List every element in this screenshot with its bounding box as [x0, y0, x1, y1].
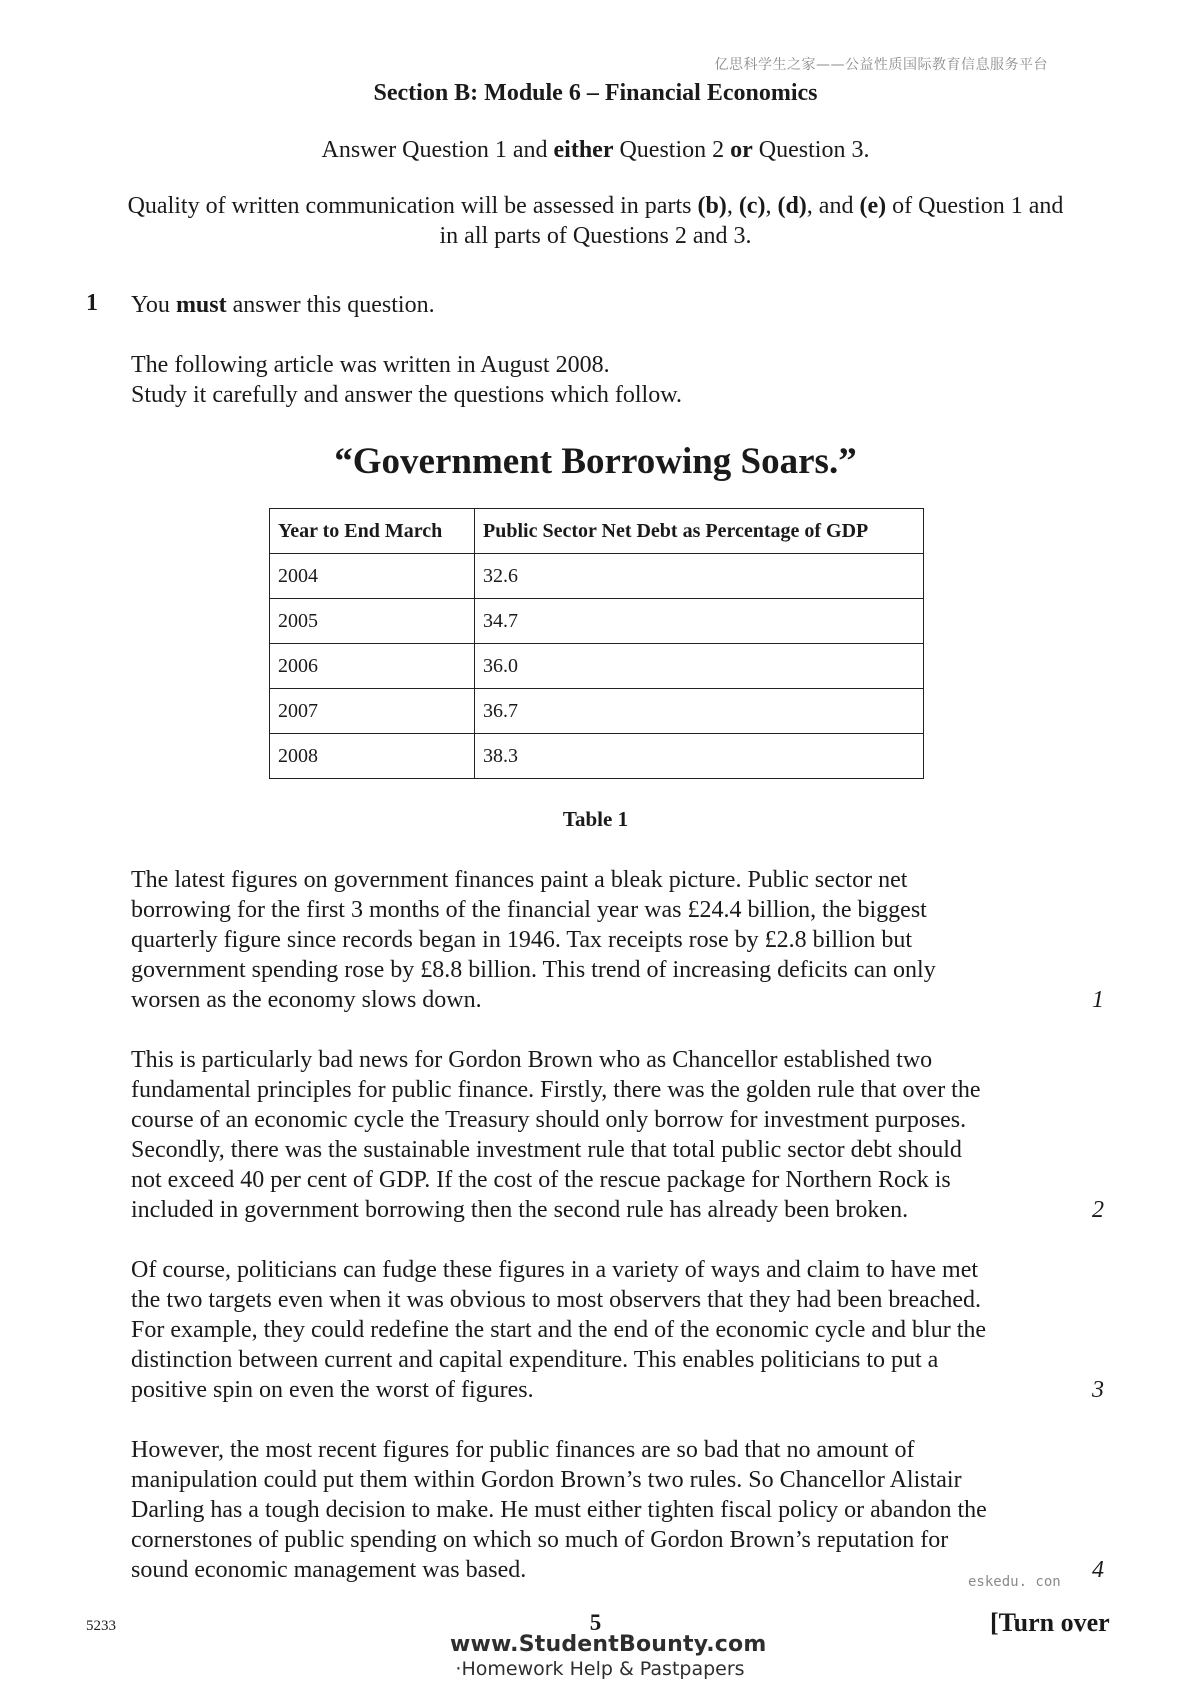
turn-over-label: [Turn over	[990, 1608, 1110, 1637]
question-number: 1	[86, 290, 98, 316]
answer-instruction	[0, 137, 1191, 164]
text-run: , and	[806, 193, 860, 219]
paragraph-line: worsen as the economy slows down.	[131, 987, 482, 1013]
table-cell-year: 2008	[270, 734, 475, 779]
paragraph-line: Darling has a tough decision to make. He must either tighten fiscal policy or abandon the	[131, 1497, 987, 1523]
table-cell-debt: 34.7	[475, 599, 924, 644]
paragraph-line: government spending rose by £8.8 billion. This trend of increasing deficits can only	[131, 957, 936, 983]
paragraph-line: This is particularly bad news for Gordon Brown who as Chancellor established two	[131, 1047, 933, 1073]
paragraph-line: For example, they could redefine the start and the end of the economic cycle and blur the	[131, 1317, 987, 1343]
paragraph-line: Secondly, there was the sustainable investment rule that total public sector debt should	[131, 1137, 962, 1163]
table-cell-year: 2006	[270, 644, 475, 689]
question-intro	[131, 350, 682, 410]
table-header-row	[270, 509, 924, 554]
table-cell-debt: 36.0	[475, 644, 924, 689]
text-run-bold: must	[175, 292, 227, 318]
debt-table	[269, 508, 924, 779]
article-headline: “Government Borrowing Soars.”	[334, 441, 857, 482]
paragraph-line: borrowing for the first 3 months of the financial year was £24.4 billion, the biggest	[131, 897, 927, 923]
section-title: Section B: Module 6 – Financial Economics	[373, 80, 818, 106]
paragraph-line: manipulation could put them within Gordon Brown’s two rules. So Chancellor Alistair	[131, 1467, 962, 1493]
intro-line: Study it carefully and answer the questions which follow.	[131, 382, 682, 408]
watermark-bottom: eskedu. con	[968, 1574, 1061, 1590]
text-run: ,	[765, 193, 778, 219]
table-row	[270, 689, 924, 734]
table-row	[270, 734, 924, 779]
table-row	[270, 554, 924, 599]
logo-url: www.StudentBounty.com	[450, 1632, 767, 1657]
paragraph-line: course of an economic cycle the Treasury should only borrow for investment purposes.	[131, 1107, 967, 1133]
text-run-bold: (c)	[738, 193, 766, 219]
table-caption: Table 1	[562, 807, 629, 831]
paragraph-line: the two targets even when it was obvious to most observers that they had been breached.	[131, 1287, 981, 1313]
table-cell-debt: 38.3	[475, 734, 924, 779]
line-number-4: 4	[1092, 1557, 1104, 1583]
paragraph-line: The latest figures on government finances paint a bleak picture. Public sector net	[131, 867, 908, 893]
table-header-year: Year to End March	[270, 509, 475, 554]
paragraph-line: distinction between current and capital expenditure. This enables politicians to put a	[131, 1347, 939, 1373]
text-run-bold: or	[730, 137, 753, 163]
paragraph-line: positive spin on even the worst of figures.	[131, 1377, 534, 1403]
paragraph-line: not exceed 40 per cent of GDP. If the cost of the rescue package for Northern Rock is	[131, 1167, 951, 1193]
quality-instruction	[0, 193, 1191, 220]
paragraph-line: However, the most recent figures for public finances are so bad that no amount of	[131, 1437, 915, 1463]
article-paragraph-4	[131, 1435, 1071, 1585]
table-cell-year: 2005	[270, 599, 475, 644]
paragraph-line: quarterly figure since records began in 1946. Tax receipts rose by £2.8 billion but	[131, 927, 912, 953]
article-paragraph-1	[131, 865, 1071, 1015]
text-run: You	[131, 292, 176, 318]
text-run-bold: either	[553, 137, 614, 163]
question-must-line	[131, 290, 435, 320]
table-cell-year: 2004	[270, 554, 475, 599]
logo-tagline: ·Homework Help & Pastpapers	[455, 1658, 745, 1680]
text-run: ,	[726, 193, 739, 219]
page-number: 5	[589, 1610, 602, 1635]
intro-line: The following article was written in August 2008.	[131, 352, 610, 378]
table-header-debt: Public Sector Net Debt as Percentage of GDP	[475, 509, 924, 554]
text-run-bold: (d)	[777, 193, 807, 219]
text-run-bold: (b)	[697, 193, 727, 219]
table-cell-debt: 36.7	[475, 689, 924, 734]
paragraph-line: included in government borrowing then the second rule has already been broken.	[131, 1197, 909, 1223]
watermark-top: 亿思科学生之家——公益性质国际教育信息服务平台	[714, 57, 1048, 73]
quality-instruction-line2: in all parts of Questions 2 and 3.	[439, 223, 752, 249]
paragraph-line: Of course, politicians can fudge these figures in a variety of ways and claim to have met	[131, 1257, 979, 1283]
paragraph-line: cornerstones of public spending on which so much of Gordon Brown’s reputation for	[131, 1527, 949, 1553]
text-run: Question 2	[613, 137, 731, 163]
article-paragraph-3	[131, 1255, 1071, 1405]
text-run: answer this question.	[226, 292, 435, 318]
studentbounty-logo	[450, 1632, 767, 1680]
paragraph-line: sound economic management was based.	[131, 1557, 527, 1583]
text-run: Quality of written communication will be assessed in parts	[127, 193, 698, 219]
text-run: Question 3.	[752, 137, 870, 163]
footer-code: 5233	[86, 1618, 116, 1634]
table-cell-year: 2007	[270, 689, 475, 734]
text-run: Answer Question 1 and	[321, 137, 554, 163]
line-number-1: 1	[1092, 987, 1104, 1013]
line-number-2: 2	[1092, 1197, 1104, 1223]
article-paragraph-2	[131, 1045, 1071, 1225]
table-cell-debt: 32.6	[475, 554, 924, 599]
table-row	[270, 644, 924, 689]
paragraph-line: fundamental principles for public finance. Firstly, there was the golden rule that over the	[131, 1077, 981, 1103]
text-run-bold: (e)	[859, 193, 887, 219]
line-number-3: 3	[1092, 1377, 1104, 1403]
table-row	[270, 599, 924, 644]
text-run: of Question 1 and	[886, 193, 1064, 219]
